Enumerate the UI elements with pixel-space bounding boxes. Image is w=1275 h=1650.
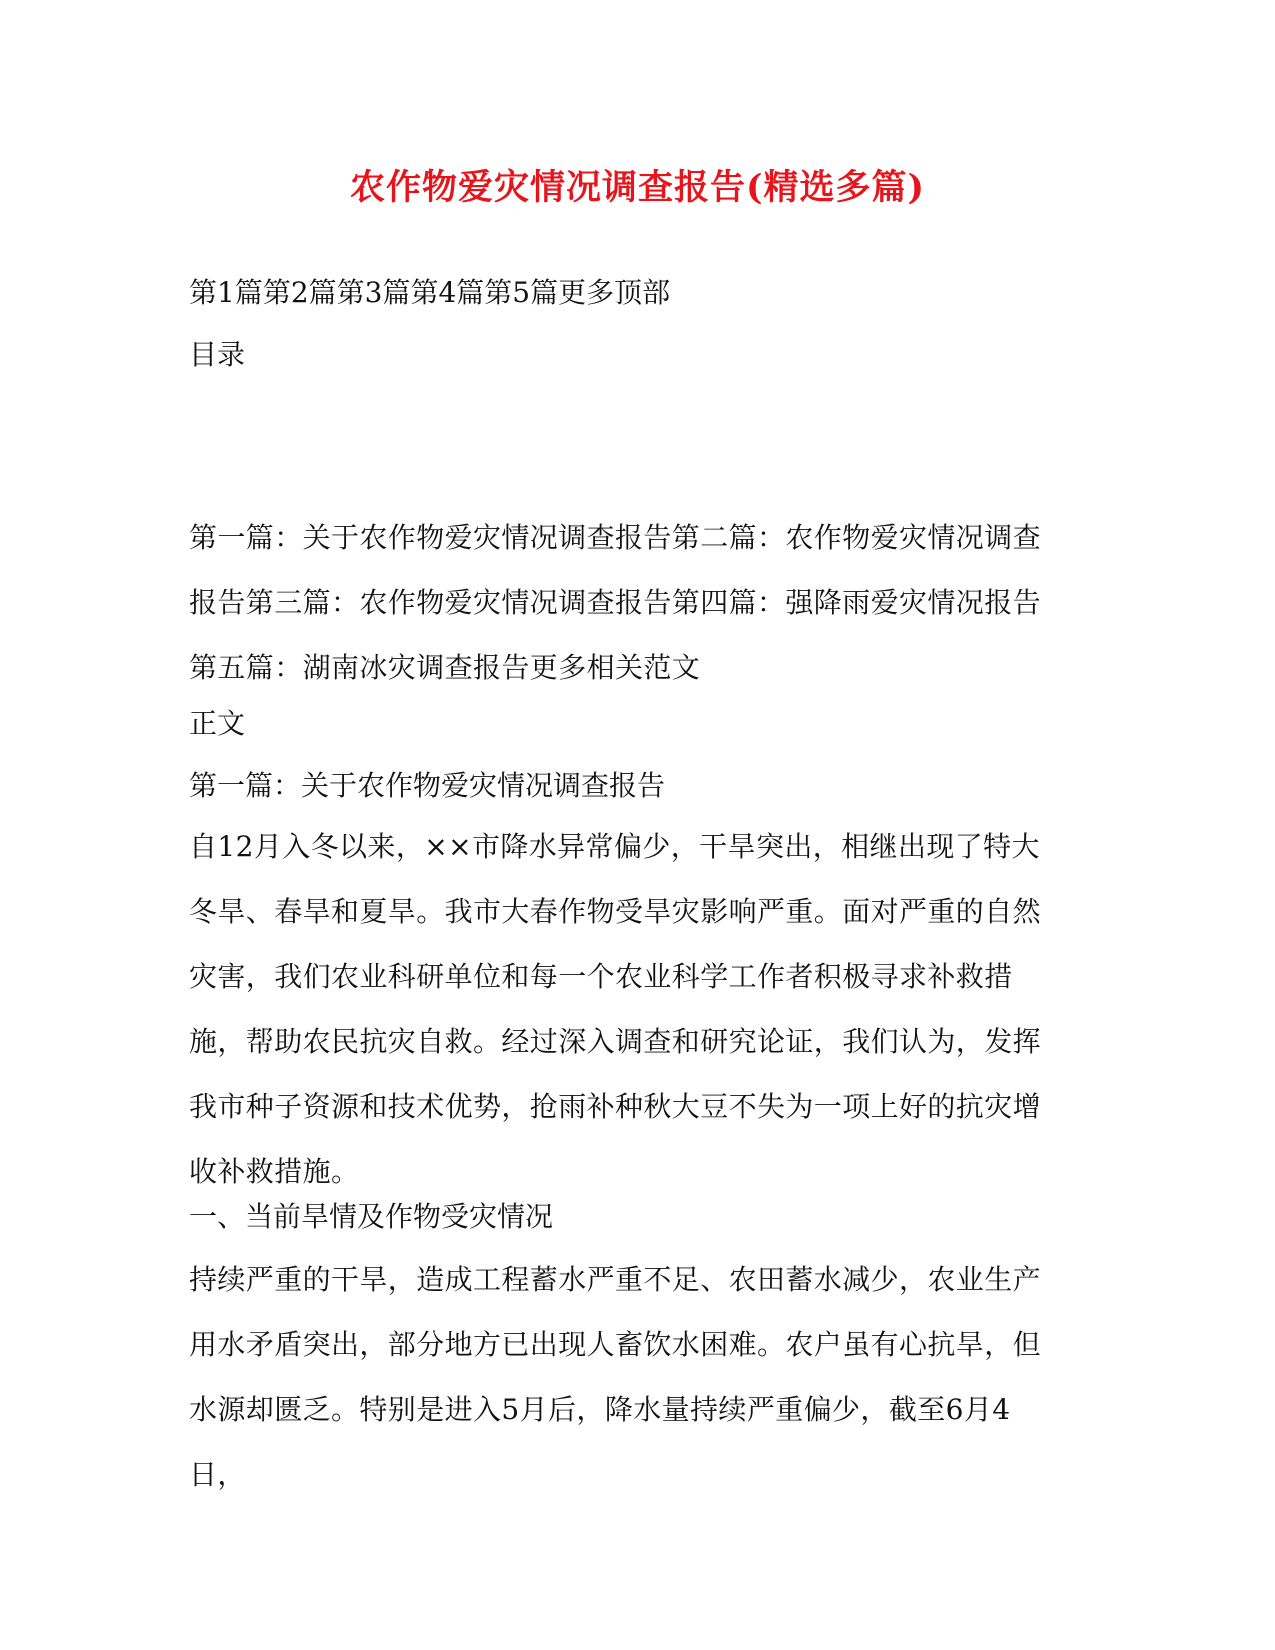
toc-entries: 第一篇：关于农作物爱灾情况调查报告第二篇：农作物爱灾情况调查报告第三篇：农作物爱灾情况调查报告第四篇：强降雨爱灾情况报告第五篇：湖南冰灾调查报告更多相关范文 [189, 521, 1042, 684]
article-nav-links: 第1篇第2篇第3篇第4篇第5篇更多顶部 [189, 276, 671, 309]
article-title: 第一篇：关于农作物爱灾情况调查报告 [189, 769, 666, 802]
document-title: 农作物爱灾情况调查报告(精选多篇) [349, 167, 926, 208]
paragraph-intro: 自12月入冬以来，××市降水异常偏少，干旱突出，相继出现了特大冬旱、春旱和夏旱。我市大春作物受旱灾影响严重。面对严重的自然灾害，我们农业科研单位和每一个农业科学工作者积极寻求补救措施，帮助农民抗灾自救。经过深入调查和研究论证，我们认为，发挥我市种子资源和技术优势，抢雨补种秋大豆不失为一项上好的抗灾增收补救措施。 [189, 830, 1042, 1188]
body-heading: 正文 [189, 707, 246, 740]
section-heading-drought: 一、当前旱情及作物受灾情况 [189, 1200, 554, 1233]
toc-heading: 目录 [189, 338, 246, 371]
paragraph-drought: 持续严重的干旱，造成工程蓄水严重不足、农田蓄水减少，农业生产用水矛盾突出，部分地方已出现人畜饮水困难。农户虽有心抗旱，但水源却匮乏。特别是进入5月后，降水量持续严重偏少，截至6月4日， [189, 1263, 1042, 1491]
